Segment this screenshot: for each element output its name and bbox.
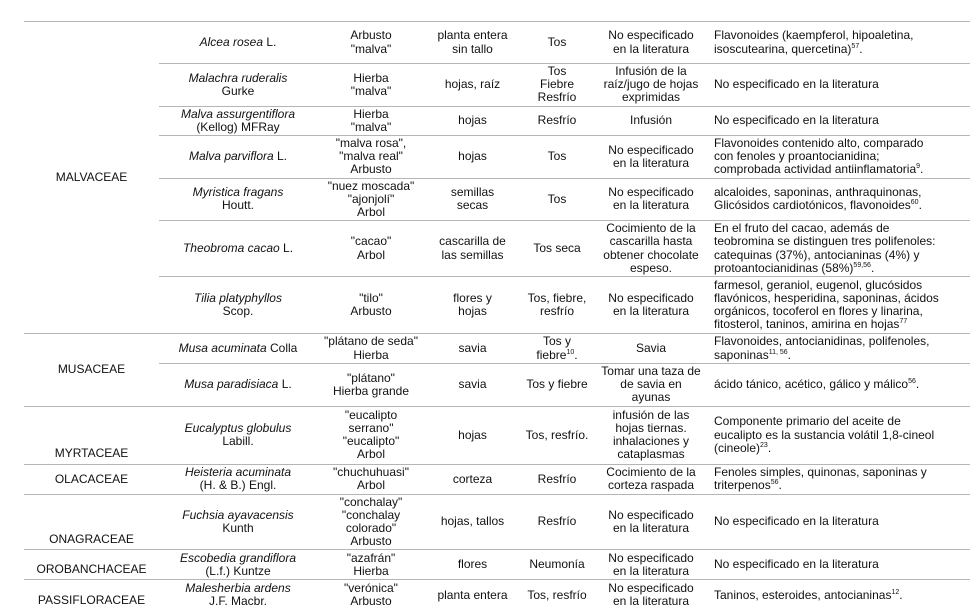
species-author: Scop. bbox=[222, 304, 254, 319]
text-line: en la literatura bbox=[612, 521, 690, 536]
text-segment: isoscutearina, quercetina) bbox=[714, 41, 852, 56]
species-author: Kunth bbox=[222, 521, 254, 536]
species-cell bbox=[159, 277, 317, 334]
species-cell bbox=[159, 580, 317, 610]
text-line: No especificado bbox=[608, 507, 694, 522]
text-line bbox=[714, 479, 966, 492]
text-line: "ajonjolí" bbox=[347, 191, 395, 206]
text-line: fiebre bbox=[536, 347, 567, 362]
text-line: flores bbox=[457, 557, 488, 572]
species-author: (Kellog) MFRay bbox=[196, 119, 280, 134]
text-line: Resfrío bbox=[537, 113, 577, 128]
text-line: Tos bbox=[547, 191, 567, 206]
text-line: Tos, fiebre, bbox=[527, 290, 587, 305]
reference-superscript: 57 bbox=[851, 42, 860, 50]
common-name-cell bbox=[317, 550, 425, 580]
species-cell bbox=[159, 64, 317, 107]
text-line: Hierba bbox=[353, 70, 389, 85]
part-used-cell bbox=[425, 364, 520, 407]
text-line: Fiebre bbox=[539, 77, 574, 92]
species-author: (L.f.) Kuntze bbox=[205, 563, 271, 578]
family-cell: MALVACEAE bbox=[24, 22, 159, 334]
common-name-cell bbox=[317, 22, 425, 64]
text-line: exprimidas bbox=[621, 90, 681, 105]
table-row bbox=[24, 364, 970, 407]
text-line: obtener chocolate bbox=[603, 247, 699, 262]
text-line: colorado" bbox=[345, 521, 397, 536]
text-line: espeso. bbox=[629, 260, 673, 275]
reference-superscript: 9 bbox=[916, 163, 921, 171]
species-cell bbox=[159, 364, 317, 407]
text-line: Tos y bbox=[542, 334, 571, 349]
species-cell bbox=[159, 136, 317, 179]
table-row bbox=[24, 64, 970, 107]
text-line: en la literatura bbox=[612, 304, 690, 319]
common-name-cell bbox=[317, 136, 425, 179]
text-line: Tos y fiebre bbox=[526, 377, 588, 392]
reference-superscript: 56 bbox=[908, 378, 916, 386]
text-line: "plátano de seda" bbox=[324, 334, 418, 349]
preparation-cell bbox=[594, 106, 708, 135]
table-row bbox=[24, 464, 970, 494]
text-line: No especificado bbox=[608, 550, 694, 565]
preparation-cell bbox=[594, 364, 708, 407]
table-row bbox=[24, 406, 970, 464]
text-line: en la literatura bbox=[612, 41, 690, 56]
text-line bbox=[714, 558, 966, 571]
preparation-cell bbox=[594, 580, 708, 610]
text-line: cascarilla hasta bbox=[609, 234, 693, 249]
text-line: resfrío bbox=[539, 304, 574, 319]
text-line: Arbusto bbox=[350, 534, 392, 549]
use-cell bbox=[520, 106, 594, 135]
text-line: Tos, resfrío bbox=[527, 587, 587, 602]
text-line: sin tallo bbox=[452, 41, 493, 56]
text-line: En el fruto del cacao, además de bbox=[714, 221, 890, 236]
text-line: hojas, raíz bbox=[444, 77, 501, 92]
compounds-tail: . bbox=[918, 198, 922, 213]
use-cell bbox=[520, 178, 594, 221]
text-line: Tos bbox=[547, 149, 567, 164]
part-used-cell bbox=[425, 221, 520, 277]
use-cell bbox=[520, 406, 594, 464]
text-line: Cocimiento de la bbox=[606, 221, 696, 236]
text-line bbox=[714, 589, 966, 602]
text-line: orgánicos, tocoferol en flores y linarina, bbox=[714, 304, 923, 319]
species-cell bbox=[159, 550, 317, 580]
text-line bbox=[714, 163, 966, 176]
part-used-cell bbox=[425, 136, 520, 179]
text-line: "malva real" bbox=[339, 149, 403, 164]
text-line: Arbol bbox=[356, 478, 385, 493]
compounds-cell bbox=[708, 64, 970, 107]
text-line: Resfrío bbox=[537, 514, 577, 529]
compounds-cell bbox=[708, 277, 970, 334]
family-cell: MUSACEAE bbox=[24, 334, 159, 407]
species-name: Malva assurgentiflora bbox=[180, 106, 296, 121]
text-line: de savia en bbox=[620, 377, 682, 392]
text-line: flores y bbox=[453, 290, 492, 305]
species-author: L. bbox=[263, 34, 277, 49]
text-line: "cacao" bbox=[350, 234, 392, 249]
text-segment: triterpenos bbox=[714, 478, 771, 493]
family-cell: MYRTACEAE bbox=[24, 406, 159, 464]
species-name: Eucalyptus globulus bbox=[184, 420, 292, 435]
text-line: infusión de las bbox=[612, 407, 690, 422]
use-cell bbox=[520, 494, 594, 550]
species-author: (H. & B.) Engl. bbox=[199, 478, 277, 493]
text-line: No especificado bbox=[608, 581, 694, 596]
text-line: inhalaciones y bbox=[612, 434, 690, 449]
table-row bbox=[24, 221, 970, 277]
text-line: Componente primario del aceite de bbox=[714, 414, 901, 429]
preparation-cell bbox=[594, 494, 708, 550]
table-row bbox=[24, 580, 970, 610]
text-line: Flavonoides contenido alto, comparado bbox=[714, 136, 924, 151]
text-line: No especificado bbox=[608, 28, 694, 43]
text-segment: No especificado en la literatura bbox=[714, 113, 879, 128]
part-used-cell bbox=[425, 277, 520, 334]
reference-superscript: 77 bbox=[899, 318, 908, 326]
text-line: catequinas (37%), antocianinas (4%) y bbox=[714, 247, 920, 262]
text-line: Hierba grande bbox=[332, 383, 410, 398]
text-line: Tomar una taza de bbox=[601, 364, 701, 379]
text-line: alcaloides, saponinas, anthraquinonas, bbox=[714, 185, 922, 200]
compounds-cell bbox=[708, 364, 970, 407]
text-line: Resfrío bbox=[537, 90, 577, 105]
family-cell: ONAGRACEAE bbox=[24, 494, 159, 550]
text-line bbox=[714, 378, 966, 391]
text-line bbox=[714, 199, 966, 212]
compounds-tail: . bbox=[870, 260, 875, 275]
text-line bbox=[714, 43, 966, 56]
text-line: savia bbox=[458, 377, 487, 392]
part-used-cell bbox=[425, 334, 520, 364]
species-name: Alcea rosea bbox=[199, 34, 264, 49]
compounds-cell bbox=[708, 221, 970, 277]
text-line: "plátano" bbox=[347, 370, 395, 385]
compounds-cell bbox=[708, 580, 970, 610]
species-author: Gurke bbox=[221, 83, 255, 98]
text-line: Hierba bbox=[353, 106, 389, 121]
compounds-cell bbox=[708, 494, 970, 550]
preparation-cell bbox=[594, 334, 708, 364]
species-cell bbox=[159, 22, 317, 64]
part-used-cell bbox=[425, 580, 520, 610]
text-segment: Glicósidos cardiotónicos, flavonoides bbox=[714, 198, 911, 213]
preparation-cell bbox=[594, 406, 708, 464]
text-line: hojas bbox=[458, 427, 487, 442]
text-line: Arbusto bbox=[350, 304, 392, 319]
text-line: planta entera bbox=[437, 28, 508, 43]
species-author: L. bbox=[273, 149, 288, 164]
table-row bbox=[24, 277, 970, 334]
use-cell bbox=[520, 334, 594, 364]
compounds-cell bbox=[708, 550, 970, 580]
text-line: "malva" bbox=[350, 83, 392, 98]
table-row bbox=[24, 334, 970, 364]
text-line: farmesol, geraniol, eugenol, glucósidos bbox=[714, 277, 923, 292]
text-line: cataplasmas bbox=[617, 447, 685, 462]
reference-superscript: 56 bbox=[770, 479, 779, 487]
common-name-cell bbox=[317, 221, 425, 277]
compounds-tail: . bbox=[767, 440, 772, 455]
species-name: Theobroma cacao bbox=[182, 241, 280, 256]
text-line: Fenoles simples, quinonas, saponinas y bbox=[714, 464, 927, 479]
species-name: Tilia platyphyllos bbox=[194, 290, 282, 305]
species-cell bbox=[159, 178, 317, 221]
species-author: L. bbox=[279, 241, 294, 256]
text-line: "conchalay" "conchalay bbox=[339, 494, 403, 522]
text-line: corteza raspada bbox=[607, 478, 695, 493]
text-line bbox=[714, 318, 966, 331]
use-tail: . bbox=[574, 347, 578, 362]
species-name: Musa acuminata bbox=[178, 340, 267, 355]
part-used-cell bbox=[425, 178, 520, 221]
table-row bbox=[24, 22, 970, 64]
text-line: hojas bbox=[458, 304, 487, 319]
compounds-cell bbox=[708, 136, 970, 179]
common-name-cell bbox=[317, 277, 425, 334]
text-line: hojas bbox=[458, 113, 487, 128]
text-line: Tos bbox=[547, 34, 567, 49]
text-line: Arbol bbox=[356, 447, 385, 462]
text-line: "malva" bbox=[350, 41, 392, 56]
part-used-cell bbox=[425, 550, 520, 580]
reference-superscript: 10 bbox=[566, 348, 575, 356]
preparation-cell bbox=[594, 136, 708, 179]
text-line: hojas, tallos bbox=[440, 514, 505, 529]
text-line: Flavonoides (kaempferol, hipoaletina, bbox=[714, 28, 914, 43]
text-line bbox=[714, 515, 966, 528]
text-line: Arbusto bbox=[350, 162, 392, 177]
text-line: No especificado bbox=[608, 290, 694, 305]
compounds-cell bbox=[708, 334, 970, 364]
species-name: Malachra ruderalis bbox=[188, 70, 288, 85]
compounds-cell bbox=[708, 178, 970, 221]
text-segment: No especificado en la literatura bbox=[714, 77, 879, 92]
species-author: J.F. Macbr. bbox=[208, 594, 267, 609]
text-line: planta entera bbox=[437, 587, 508, 602]
compounds-cell bbox=[708, 106, 970, 135]
preparation-cell bbox=[594, 178, 708, 221]
text-line: en la literatura bbox=[612, 594, 690, 609]
text-segment: saponinas bbox=[714, 347, 769, 362]
reference-superscript: 59,56 bbox=[853, 261, 871, 269]
text-line: Infusión bbox=[629, 113, 673, 128]
text-line bbox=[714, 78, 966, 91]
reference-superscript: 12 bbox=[891, 588, 900, 596]
species-author: Houtt. bbox=[221, 198, 254, 213]
compounds-cell bbox=[708, 22, 970, 64]
compounds-tail: . bbox=[920, 162, 924, 177]
text-line: Infusión de la bbox=[615, 64, 687, 78]
use-cell bbox=[520, 221, 594, 277]
compounds-tail: . bbox=[787, 347, 792, 362]
text-line: "tilo" bbox=[359, 290, 383, 305]
table-row bbox=[24, 550, 970, 580]
common-name-cell bbox=[317, 580, 425, 610]
text-line: "eucalipto serrano" bbox=[344, 407, 398, 435]
species-name: Heisteria acuminata bbox=[184, 464, 292, 479]
text-line: Neumonía bbox=[529, 557, 585, 572]
family-cell: PASSIFLORACEAE bbox=[24, 580, 159, 610]
common-name-cell bbox=[317, 406, 425, 464]
compounds-tail: . bbox=[859, 41, 863, 56]
text-line: en la literatura bbox=[612, 155, 690, 170]
common-name-cell bbox=[317, 106, 425, 135]
text-line: Tos seca bbox=[533, 241, 581, 256]
text-line: con fenoles y proantocianidina; bbox=[714, 149, 880, 164]
text-line: en la literatura bbox=[612, 563, 690, 578]
text-line: "malva" bbox=[350, 119, 392, 134]
part-used-cell bbox=[425, 22, 520, 64]
text-line: hojas bbox=[458, 149, 487, 164]
text-line: "verónica" bbox=[344, 581, 398, 596]
text-line: Arbol bbox=[356, 205, 385, 220]
species-cell bbox=[159, 221, 317, 277]
species-cell bbox=[159, 106, 317, 135]
table-row bbox=[24, 178, 970, 221]
species-name: Myristica fragans bbox=[192, 185, 284, 200]
compounds-tail: . bbox=[778, 478, 782, 493]
text-line: Resfrío bbox=[537, 471, 577, 486]
species-author: Colla bbox=[266, 340, 298, 355]
text-line: corteza bbox=[452, 471, 493, 486]
species-name: Fuchsia ayavacensis bbox=[182, 507, 294, 522]
text-line: "malva rosa", bbox=[335, 136, 407, 151]
text-segment: (cineole) bbox=[714, 440, 761, 455]
text-line bbox=[714, 114, 966, 127]
common-name-cell bbox=[317, 464, 425, 494]
text-line: "eucalipto" bbox=[342, 434, 400, 449]
text-line: "chuchuhuasi" bbox=[333, 464, 409, 479]
reference-superscript: 23 bbox=[760, 441, 768, 449]
text-segment: No especificado en la literatura bbox=[714, 514, 879, 529]
species-cell bbox=[159, 334, 317, 364]
species-name: Malesherbia ardens bbox=[185, 581, 291, 596]
preparation-cell bbox=[594, 277, 708, 334]
text-line: en la literatura bbox=[612, 198, 690, 213]
text-line: Cocimiento de la bbox=[606, 464, 696, 479]
table-row bbox=[24, 106, 970, 135]
text-line: Arbol bbox=[356, 247, 385, 262]
text-segment: No especificado en la literatura bbox=[714, 557, 879, 572]
common-name-cell bbox=[317, 494, 425, 550]
text-line: Tos, resfrío. bbox=[525, 427, 589, 442]
preparation-cell bbox=[594, 22, 708, 64]
table-row bbox=[24, 136, 970, 179]
text-line: Tos bbox=[547, 64, 567, 78]
text-line: las semillas bbox=[441, 247, 504, 262]
text-line: secas bbox=[456, 198, 489, 213]
text-line: eucalipto es la sustancia volátil 1,8-cineol bbox=[714, 427, 935, 442]
text-line: teobromina se distinguen tres polifenoles: bbox=[714, 234, 936, 249]
text-line: "azafrán" bbox=[346, 550, 396, 565]
text-line: savia bbox=[458, 340, 487, 355]
part-used-cell bbox=[425, 106, 520, 135]
text-line bbox=[714, 349, 966, 362]
part-used-cell bbox=[425, 494, 520, 550]
text-line: No especificado bbox=[608, 142, 694, 157]
text-line: "nuez moscada" bbox=[327, 178, 415, 193]
common-name-cell bbox=[317, 178, 425, 221]
use-cell bbox=[520, 464, 594, 494]
use-cell bbox=[520, 64, 594, 107]
species-author: L. bbox=[278, 377, 292, 392]
species-cell bbox=[159, 406, 317, 464]
text-line: Arbusto bbox=[350, 594, 392, 609]
text-segment: Taninos, esteroides, antocianinas bbox=[714, 587, 892, 602]
use-cell bbox=[520, 580, 594, 610]
text-line: Savia bbox=[635, 340, 667, 355]
species-name: Malva parviflora bbox=[188, 149, 274, 164]
text-segment: comprobada actividad antiinflamatoria bbox=[714, 162, 917, 177]
use-cell bbox=[520, 22, 594, 64]
common-name-cell bbox=[317, 64, 425, 107]
text-line bbox=[714, 442, 966, 455]
compounds-cell bbox=[708, 406, 970, 464]
plant-table-body bbox=[24, 22, 970, 610]
text-line: ayunas bbox=[631, 390, 671, 405]
text-line: Flavonoides, antocianidinas, polifenoles, bbox=[714, 334, 930, 349]
text-line: No especificado bbox=[608, 185, 694, 200]
text-line: flavónicos, hesperidina, saponinas, ácidos bbox=[714, 290, 939, 305]
species-author: Labill. bbox=[222, 434, 254, 449]
table-row bbox=[24, 494, 970, 550]
species-cell bbox=[159, 464, 317, 494]
part-used-cell bbox=[425, 406, 520, 464]
text-segment: ácido tánico, acético, gálico y málico bbox=[714, 377, 909, 392]
text-line: raíz/jugo de hojas bbox=[603, 77, 699, 92]
preparation-cell bbox=[594, 64, 708, 107]
species-name: Escobedia grandiflora bbox=[179, 550, 297, 565]
part-used-cell bbox=[425, 64, 520, 107]
part-used-cell bbox=[425, 464, 520, 494]
text-segment: fitosterol, taninos, amirina en hojas bbox=[714, 317, 900, 332]
text-line: Hierba bbox=[353, 347, 389, 362]
family-cell: OLACACEAE bbox=[24, 464, 159, 494]
text-line: semillas bbox=[450, 185, 495, 200]
compounds-cell bbox=[708, 464, 970, 494]
reference-superscript: 60 bbox=[910, 199, 919, 207]
reference-superscript: 11, 56 bbox=[768, 348, 788, 356]
text-line bbox=[714, 262, 966, 275]
preparation-cell bbox=[594, 550, 708, 580]
use-cell bbox=[520, 364, 594, 407]
text-line: Hierba bbox=[353, 563, 389, 578]
species-name: Musa paradisiaca bbox=[184, 377, 279, 392]
use-cell bbox=[520, 550, 594, 580]
compounds-tail: . bbox=[899, 587, 903, 602]
species-cell bbox=[159, 494, 317, 550]
text-segment: protoantocianidinas (58%) bbox=[714, 260, 854, 275]
text-line: Arbusto bbox=[350, 28, 392, 43]
text-line: hojas tiernas. bbox=[615, 420, 687, 435]
preparation-cell bbox=[594, 221, 708, 277]
use-cell bbox=[520, 277, 594, 334]
family-cell: OROBANCHACEAE bbox=[24, 550, 159, 580]
common-name-cell bbox=[317, 364, 425, 407]
use-cell bbox=[520, 136, 594, 179]
text-line: cascarilla de bbox=[439, 234, 506, 249]
common-name-cell bbox=[317, 334, 425, 364]
plant-table bbox=[24, 21, 970, 610]
compounds-tail: . bbox=[915, 377, 920, 392]
preparation-cell bbox=[594, 464, 708, 494]
text-line bbox=[524, 349, 590, 362]
